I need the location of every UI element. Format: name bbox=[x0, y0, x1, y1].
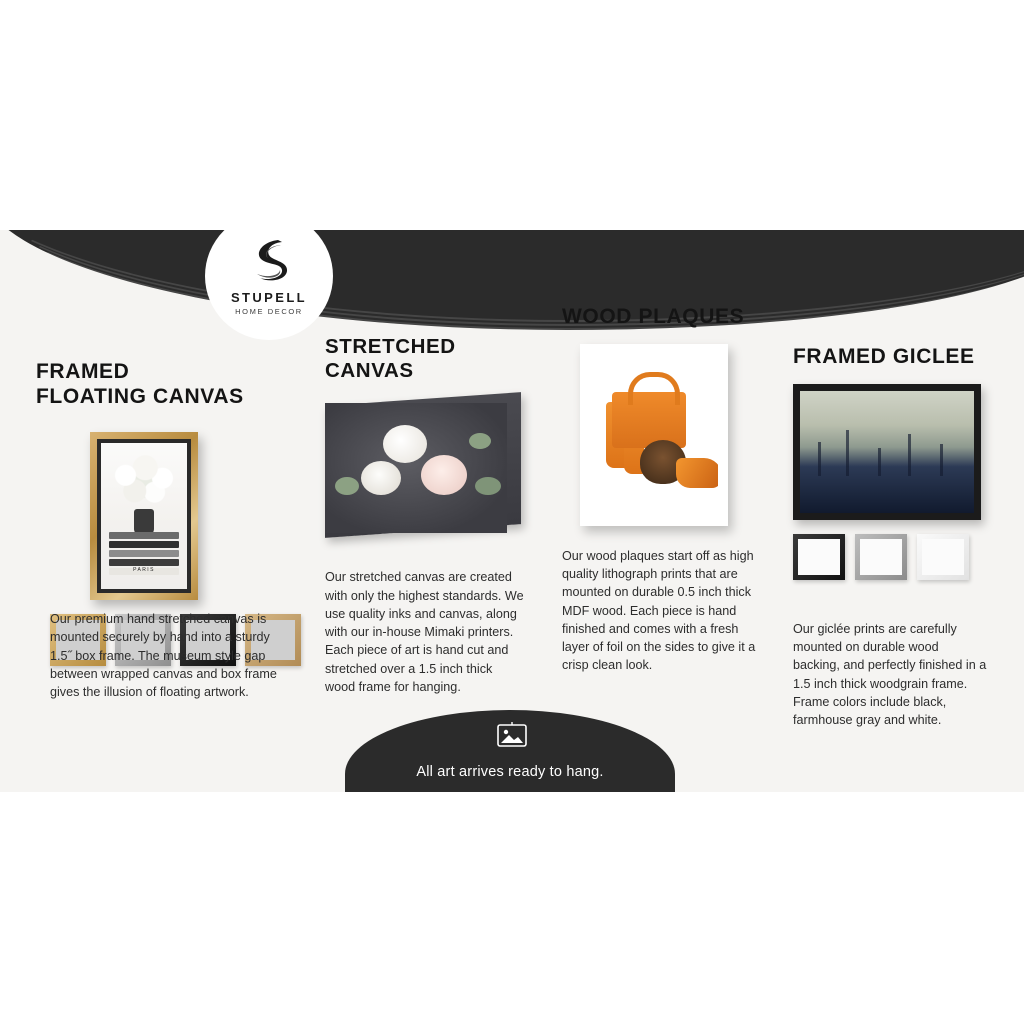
artwork-image bbox=[590, 354, 718, 516]
handbag-icon bbox=[612, 392, 686, 448]
framed-giclee-artwork bbox=[793, 384, 991, 534]
farmhouse-gray-frame-swatch bbox=[855, 534, 907, 580]
top-wave-decoration bbox=[0, 230, 1024, 350]
white-rose-icon bbox=[361, 461, 401, 495]
black-frame-swatch bbox=[793, 534, 845, 580]
artwork-image bbox=[101, 443, 187, 589]
column-stretched-canvas bbox=[325, 335, 535, 696]
leaf-icon bbox=[469, 433, 491, 449]
paint-drip bbox=[878, 448, 881, 476]
column-framed-giclee bbox=[793, 345, 993, 729]
artwork-image bbox=[325, 403, 507, 533]
white-frame-swatch bbox=[917, 534, 969, 580]
column-description: Our premium hand stretched canvas is mounted securely by hand into a sturdy 1.5˝ box frame. The museum style gap between wrapped canvas and box frame gives the illusion of floating artwork. bbox=[50, 612, 277, 699]
stupell-swoosh-icon bbox=[248, 237, 290, 288]
scarf-icon bbox=[676, 458, 718, 488]
column-framed-floating-canvas bbox=[36, 360, 286, 699]
column-title: WOOD PLAQUES bbox=[562, 305, 745, 328]
column-title: FRAMED GICLEE bbox=[793, 345, 975, 368]
artwork-image bbox=[800, 391, 974, 513]
bouquet-icon bbox=[111, 455, 177, 513]
gold-box-frame bbox=[90, 432, 198, 600]
leaf-icon bbox=[475, 477, 501, 495]
white-rose-icon bbox=[383, 425, 427, 463]
column-title: FRAMED FLOATING CANVAS bbox=[36, 360, 244, 408]
column-description: Our wood plaques start off as high quality lithograph prints that are mounted on durable 0.5 inch thick MDF wood. Each piece is hand finished and comes with a fresh layer of foil on the sides to give it a crisp clean look. bbox=[562, 548, 756, 673]
product-info-panel bbox=[0, 230, 1024, 792]
black-woodgrain-frame bbox=[793, 384, 981, 520]
artwork-caption: PARIS bbox=[133, 566, 155, 573]
wood-plaque bbox=[580, 344, 728, 526]
stretched-canvas-artwork bbox=[325, 399, 540, 544]
paint-drip bbox=[818, 442, 821, 476]
frame-gap bbox=[97, 439, 191, 593]
column-wood-plaques bbox=[562, 305, 767, 675]
framed-picture-icon bbox=[0, 721, 1024, 754]
column-description: Our giclée prints are carefully mounted on durable wood backing, and perfectly finished in a 1.5 inch thick woodgrain frame. Frame colors include black, farmhouse gray and white. bbox=[793, 621, 987, 728]
column-description: Our stretched canvas are created with only the highest standards. We use quality inks and canvas, along with our in-house Mimaki printers. Each piece of art is hand cut and stretched over a 1.5 inch thick wood frame for hanging. bbox=[325, 570, 524, 694]
pink-rose-icon bbox=[421, 455, 467, 495]
brand-name: STUPELL bbox=[230, 289, 308, 305]
ready-to-hang-text: All art arrives ready to hang. bbox=[416, 764, 604, 780]
framed-floating-canvas-artwork bbox=[36, 426, 286, 611]
paint-drip bbox=[846, 430, 849, 476]
brand-tagline: HOME DECOR bbox=[235, 306, 303, 316]
paint-drip bbox=[908, 434, 911, 476]
wood-plaque-artwork bbox=[562, 344, 762, 529]
paint-drip bbox=[940, 444, 943, 476]
leaf-icon bbox=[335, 477, 359, 495]
frame-color-swatches bbox=[793, 534, 969, 580]
column-title: STRETCHED CANVAS bbox=[325, 335, 456, 383]
